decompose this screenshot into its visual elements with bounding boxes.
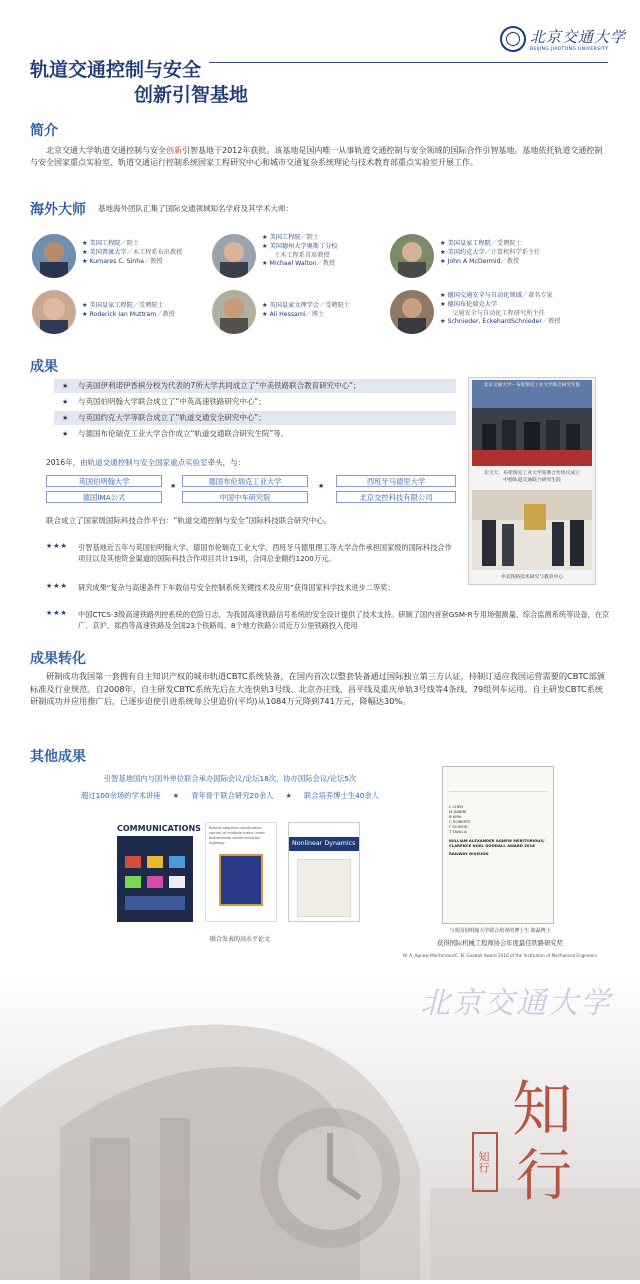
platform-text: 联合成立了国家级国际科技合作平台：“轨道交通控制与安全”国际科技联合研究中心。 bbox=[46, 516, 332, 525]
avatar-mcdermid bbox=[390, 234, 434, 278]
transfer-heading: 成果转化 bbox=[30, 651, 86, 667]
star-item-3: 中国CTCS-3级高速铁路列控系统的危险日志，为我国高速铁路信号系统的安全设计提供了技术支持。研制了国内首套GSM-R专用场强测量、综合监测系统等设备，在京广、京沪、郑西等高速铁路及全国23个铁路局、8个地方铁路公司近万公里铁路投入使用 bbox=[78, 610, 610, 630]
university-logo-cn: 北京交通大学 bbox=[530, 28, 627, 46]
partner-box: 英国伯明翰大学 bbox=[46, 475, 162, 487]
avatar-walton bbox=[212, 234, 256, 278]
partner-box: 北京交控科技有限公司 bbox=[336, 491, 456, 503]
master-6-info: ★ 德国交通安全与自动化领域／著名专家 ★ 德国布伦瑞克大学 交通安全与自动化工程研究所主任 ★ Schnieder, EckehardSchnieder／教授 bbox=[440, 292, 561, 326]
cert-caption-1: 与英国伯明翰大学联合培养的博士生 陈磊博士 bbox=[449, 928, 551, 934]
partner-box: 德国布伦瑞克工业大学 bbox=[182, 475, 308, 487]
master-1-info: ★ 美国工程院／院士 ★ 美国普渡大学／木工程系布出教授 ★ Kumares C. Sinha／教授 bbox=[82, 240, 183, 265]
avatar-sinha bbox=[32, 234, 76, 278]
red-seal-stamp: 知行 bbox=[472, 1132, 498, 1192]
master-2-info: ★ 美国工程院／院士 ★ 美国德州大学奥斯丁分校 土木工程系首席教授 ★ Michael Walton／教授 bbox=[262, 234, 338, 268]
partner-box: 中国中车研究院 bbox=[182, 491, 308, 503]
signing-photo bbox=[472, 380, 592, 466]
p2016: 2016年，由轨道交通控制与安全国家重点实验室牵头，与： bbox=[46, 458, 246, 467]
achievement-row: ★ 与英国伯明翰大学联合成立了“中英高速铁路研究中心”； bbox=[62, 397, 266, 406]
star-separator-icon: ★ bbox=[318, 482, 325, 490]
transfer-text: 研制成功我国第一套拥有自主知识产权的城市轨道CBTC系统装备，在国内首次以整套装备通过国际独立第三方认证，持制订适应我国运营需要的CBTC部颁标准及行业规范。自2008年，自主研发CBTC系统先后在大连快轨3号线、北京亦庄线、昌平线及重庆单轨3号线等4条线、79组列车运用。自主研发CBTC系统研制成功并应用推广后，已逐步迫使引进系统每公里造价(平均)从1084万元降到741万元，降幅达30%。 bbox=[30, 671, 605, 706]
university-seal-icon bbox=[500, 26, 526, 52]
photo2-caption: 中美铁路技术研究与教育中心 bbox=[500, 575, 564, 580]
master-3-info: ★ 美国皇家工程院／受聘院士 ★ 美国约克大学／计算机科学系主任 ★ John A McDermid／教授 bbox=[440, 240, 541, 265]
master-4-info: ★ 美国皇家工程院／受聘院士 ★ Roderick Ian Muttram／教授 bbox=[82, 302, 175, 318]
achievement-row: ★ 与德国布伦瑞克工业大学合作成立“轨道交通联合研究生院”等。 bbox=[62, 429, 289, 438]
star-item-1: 引智基地近五年与英国伯明翰大学、德国布伦瑞克工业大学、西班牙马德里理工等大学合作承担国家级的国际科技合作项目以及其他资金渠道的国际科技合作项目共计19项，合同总金额约1200万元。 bbox=[78, 543, 452, 563]
star-item-2: 研究成果“复杂与高速条件下车载信号安全控制系统关键技术及应用”获得国家科学技术进步二等奖； bbox=[78, 583, 395, 592]
partner-box: 德国IMA公式 bbox=[46, 491, 162, 503]
award-certificate: L CHEN M DABIRI B KIRK C ROBERTS F SCHMID T TANG A WILLIAM ALEXANDER AGNEW MERITORIOUS/ CLARENCE NOEL GOODALL AWARD 2016 RAILWAY DIVISION bbox=[442, 766, 554, 924]
masters-subtitle: 基地海外团队汇集了国际交通领域知名学府及其学术大师： bbox=[98, 204, 293, 213]
motto-xing: 行 bbox=[516, 1144, 572, 1209]
achievements-heading: 成果 bbox=[30, 359, 58, 375]
intro-text: 北京交通大学轨道交通控制与安全创新引智基地于2012年获批。该基地是国内唯一从事轨道交通控制与安全领域的国际合作引智基地。基地依托轨道交通控制与安全国家重点实验室、轨道交通运行控制系统国家工程研究中心和城市交通复杂系统理论与技术教育部重点实验室开展工作。 bbox=[30, 146, 603, 167]
page-title-line1: 轨道交通控制与安全 bbox=[30, 55, 209, 82]
achievement-row: ★ 与英国约克大学等联合成立了“轨道交通安全研究中心”； bbox=[54, 411, 456, 425]
motto-zhi: 知 bbox=[512, 1075, 572, 1145]
cover-communications: COMMUNICATIONS bbox=[117, 822, 193, 922]
other-heading: 其他成果 bbox=[30, 749, 86, 765]
avatar-schnieder bbox=[390, 290, 434, 334]
cert-caption-3: W. A. Agnew Meritorious/C. N. Goodall Award 2016 of the Institution of Mechanical Engineers bbox=[402, 953, 598, 958]
triple-star-icon: ★★★ bbox=[46, 609, 68, 617]
partner-box: 西班牙马德里大学 bbox=[336, 475, 456, 487]
photo1-caption: 北交大、布伦瑞克工业大学签署合作协议成立 中德轨道交通联合研究生院 bbox=[484, 471, 580, 483]
photo-banner-text: 北京交通大学－布伦瑞克工业大学联合研究生院 bbox=[483, 383, 581, 388]
avatar-hessami bbox=[212, 290, 256, 334]
triple-star-icon: ★★★ bbox=[46, 542, 68, 550]
other-line2: 超过100余场的学术讲座 ★ 青年骨干联合研究20余人 ★ 联合培养博士生40余人 bbox=[81, 791, 379, 800]
avatar-muttram bbox=[32, 290, 76, 334]
page-title-line2: 创新引智基地 bbox=[134, 84, 249, 106]
master-5-info: ★ 英国皇家文理学会／受聘院士 ★ Ali Hessami／博士 bbox=[262, 302, 350, 318]
masters-heading: 海外大师 bbox=[30, 202, 86, 218]
achievement-row: ★ 与美国伊利诺伊香槟分校为代表的7所大学共同成立了“中美铁路联合教育研究中心”； bbox=[54, 379, 456, 393]
star-separator-icon: ★ bbox=[170, 482, 177, 490]
calligraphy-title: 北京交通大学 bbox=[420, 986, 612, 1021]
triple-star-icon: ★★★ bbox=[46, 582, 68, 590]
other-line1: 引智基地国内与国外单位联合承办国际会议/论坛18次，协办国际会议/论坛5次 bbox=[103, 774, 357, 783]
university-logo-en: BEIJING JIAOTONG UNIVERSITY bbox=[530, 47, 609, 52]
cover-paper: Robust adaptive coordination control of multiple trains under bidirectional communication topology bbox=[205, 822, 277, 922]
intro-heading: 简介 bbox=[30, 123, 58, 139]
cert-caption-2: 获得国际机械工程师协会年度最佳铁路研究奖 bbox=[437, 940, 563, 947]
cover-nonlinear-dynamics: Nonlinear Dynamics bbox=[288, 822, 360, 922]
covers-caption: 联合发表的高水平论文 bbox=[209, 936, 270, 943]
center-photo bbox=[472, 490, 592, 570]
